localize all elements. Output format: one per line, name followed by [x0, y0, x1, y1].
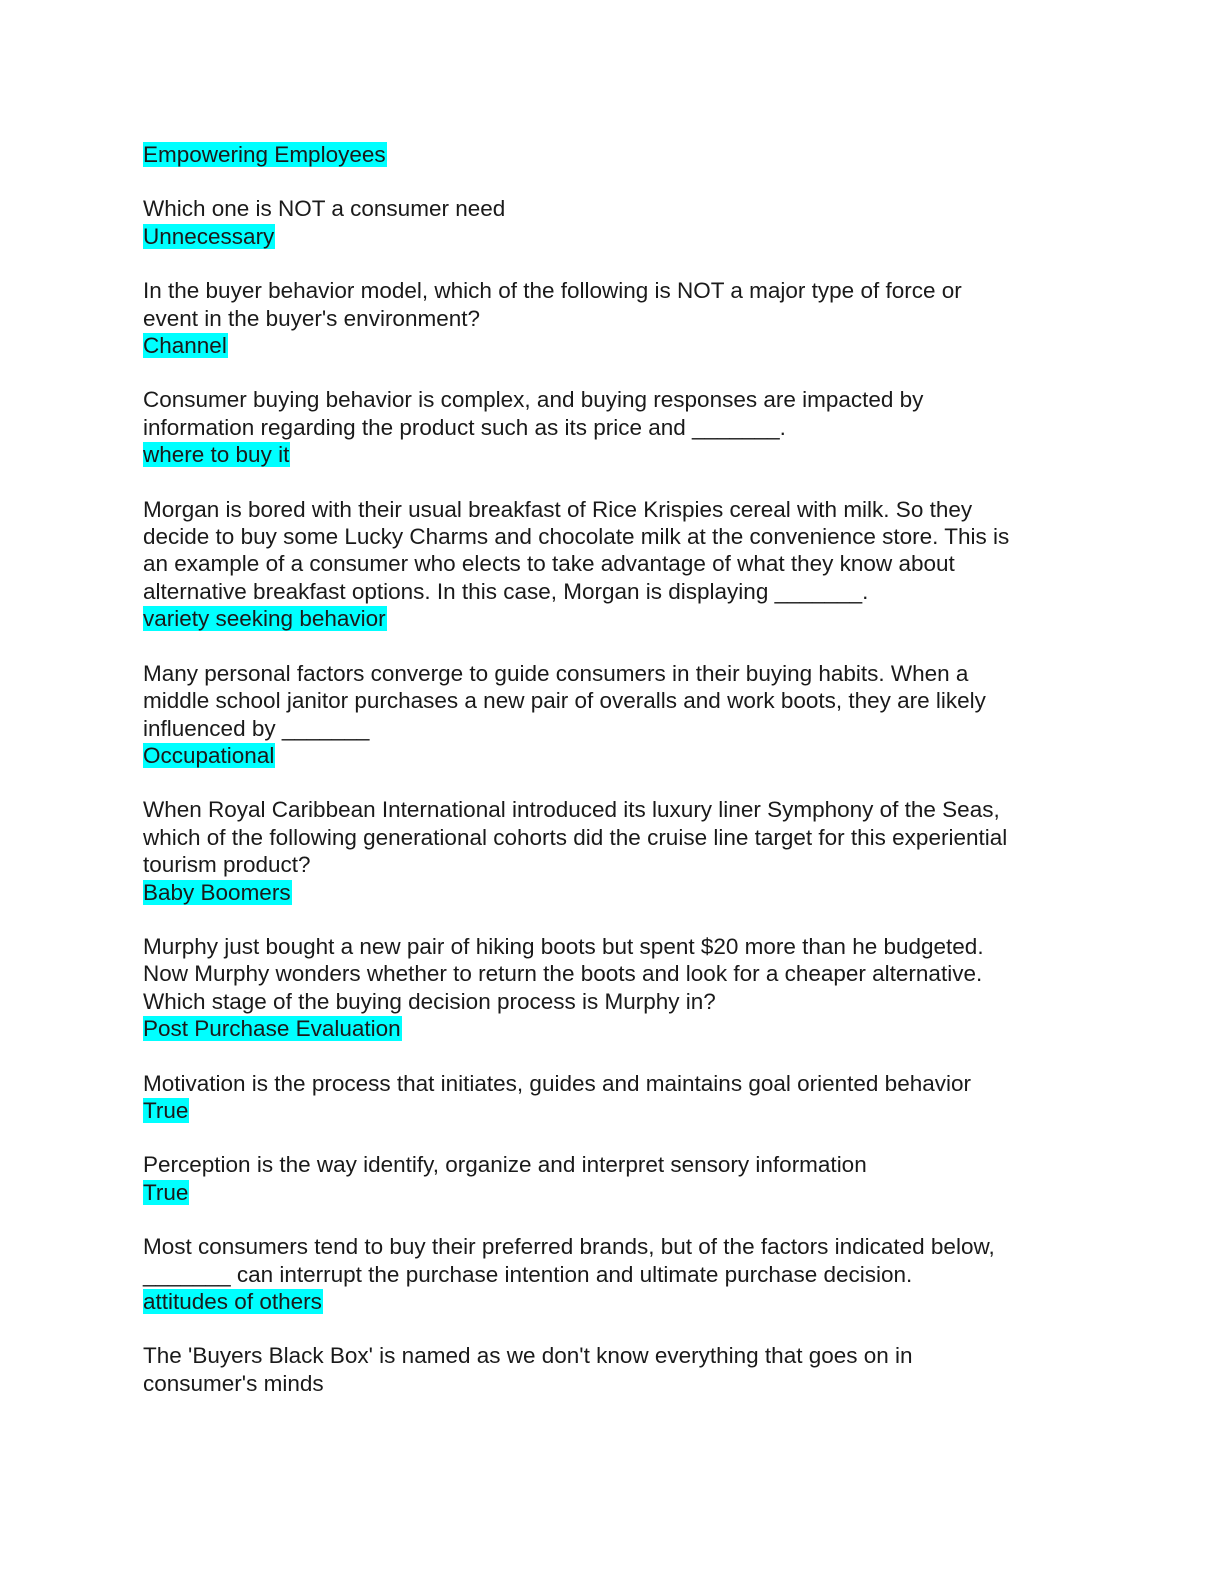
answer-line: [143, 1015, 1083, 1042]
answer-line: [143, 223, 1083, 250]
qa-item: [143, 1342, 1083, 1397]
spacer: [143, 1206, 1083, 1233]
qa-item: [143, 1070, 1083, 1125]
qa-item: [143, 195, 1083, 250]
qa-item: [143, 796, 1083, 906]
title-line: [143, 141, 1083, 168]
document-title: Empowering Employees: [143, 142, 386, 167]
answer-highlight: True: [143, 1097, 189, 1123]
question-line: tourism product?: [143, 852, 311, 878]
answer-highlight: Post Purchase Evaluation: [143, 1016, 401, 1042]
question-line: which of the following generational cohorts did the cruise line target for this experiential: [143, 824, 1008, 850]
question-line: In the buyer behavior model, which of the following is NOT a major type of force or: [143, 278, 962, 304]
answer-line: [143, 1179, 1083, 1206]
question-line: Which one is NOT a consumer need: [143, 196, 506, 222]
qa-item: [143, 660, 1083, 770]
qa-item: [143, 277, 1083, 359]
question-line: Now Murphy wonders whether to return the boots and look for a cheaper alternative.: [143, 961, 983, 987]
answer-highlight: attitudes of others: [143, 1289, 322, 1314]
spacer: [143, 469, 1083, 496]
question-line: alternative breakfast options. In this case, Morgan is displaying _______.: [143, 578, 869, 604]
answer-line: [143, 879, 1083, 906]
spacer: [143, 168, 1083, 195]
qa-item: [143, 1233, 1083, 1315]
question-line: middle school janitor purchases a new pair of overalls and work boots, they are likely: [143, 688, 986, 714]
spacer: [143, 359, 1083, 386]
answer-highlight: True: [143, 1179, 189, 1205]
spacer: [143, 633, 1083, 660]
question-line: Murphy just bought a new pair of hiking boots but spent $20 more than he budgeted.: [143, 933, 984, 959]
qa-item: [143, 386, 1083, 468]
answer-line: [143, 441, 1083, 468]
question-line: information regarding the product such as its price and _______.: [143, 414, 786, 440]
question-line: consumer's minds: [143, 1370, 324, 1396]
spacer: [143, 906, 1083, 933]
answer-line: [143, 605, 1083, 632]
answer-highlight: where to buy it: [143, 442, 290, 468]
question-line: Which stage of the buying decision process is Murphy in?: [143, 988, 716, 1014]
answer-highlight: Occupational: [143, 742, 275, 768]
answer-highlight: Unnecessary: [143, 223, 275, 249]
answer-highlight: Baby Boomers: [143, 879, 291, 905]
question-line: Consumer buying behavior is complex, and buying responses are impacted by: [143, 387, 924, 413]
question-line: an example of a consumer who elects to take advantage of what they know about: [143, 551, 955, 577]
answer-line: [143, 1288, 1083, 1315]
question-line: Morgan is bored with their usual breakfast of Rice Krispies cereal with milk. So they: [143, 496, 973, 522]
answer-line: [143, 742, 1083, 769]
question-line: event in the buyer's environment?: [143, 305, 480, 331]
spacer: [143, 1124, 1083, 1151]
qa-item: [143, 496, 1083, 633]
question-line: When Royal Caribbean International introduced its luxury liner Symphony of the Seas,: [143, 797, 1000, 823]
qa-item: [143, 1151, 1083, 1206]
question-line: Perception is the way identify, organize and interpret sensory information: [143, 1152, 867, 1178]
spacer: [143, 769, 1083, 796]
question-line: The 'Buyers Black Box' is named as we don't know everything that goes on in: [143, 1343, 913, 1369]
answer-line: [143, 1097, 1083, 1124]
question-line: influenced by _______: [143, 715, 370, 741]
answer-highlight: variety seeking behavior: [143, 606, 386, 632]
spacer: [143, 1315, 1083, 1342]
qa-list: [143, 168, 1083, 1397]
question-line: Many personal factors converge to guide consumers in their buying habits. When a: [143, 660, 969, 686]
question-line: Most consumers tend to buy their preferred brands, but of the factors indicated below,: [143, 1234, 995, 1260]
spacer: [143, 1043, 1083, 1070]
qa-item: [143, 933, 1083, 1043]
question-line: Motivation is the process that initiates, guides and maintains goal oriented behavior: [143, 1070, 971, 1096]
question-line: _______ can interrupt the purchase intention and ultimate purchase decision.: [143, 1261, 913, 1287]
document-page: [143, 141, 1083, 1397]
question-line: decide to buy some Lucky Charms and chocolate milk at the convenience store. This is: [143, 524, 1010, 550]
answer-highlight: Channel: [143, 333, 227, 359]
spacer: [143, 250, 1083, 277]
answer-line: [143, 332, 1083, 359]
